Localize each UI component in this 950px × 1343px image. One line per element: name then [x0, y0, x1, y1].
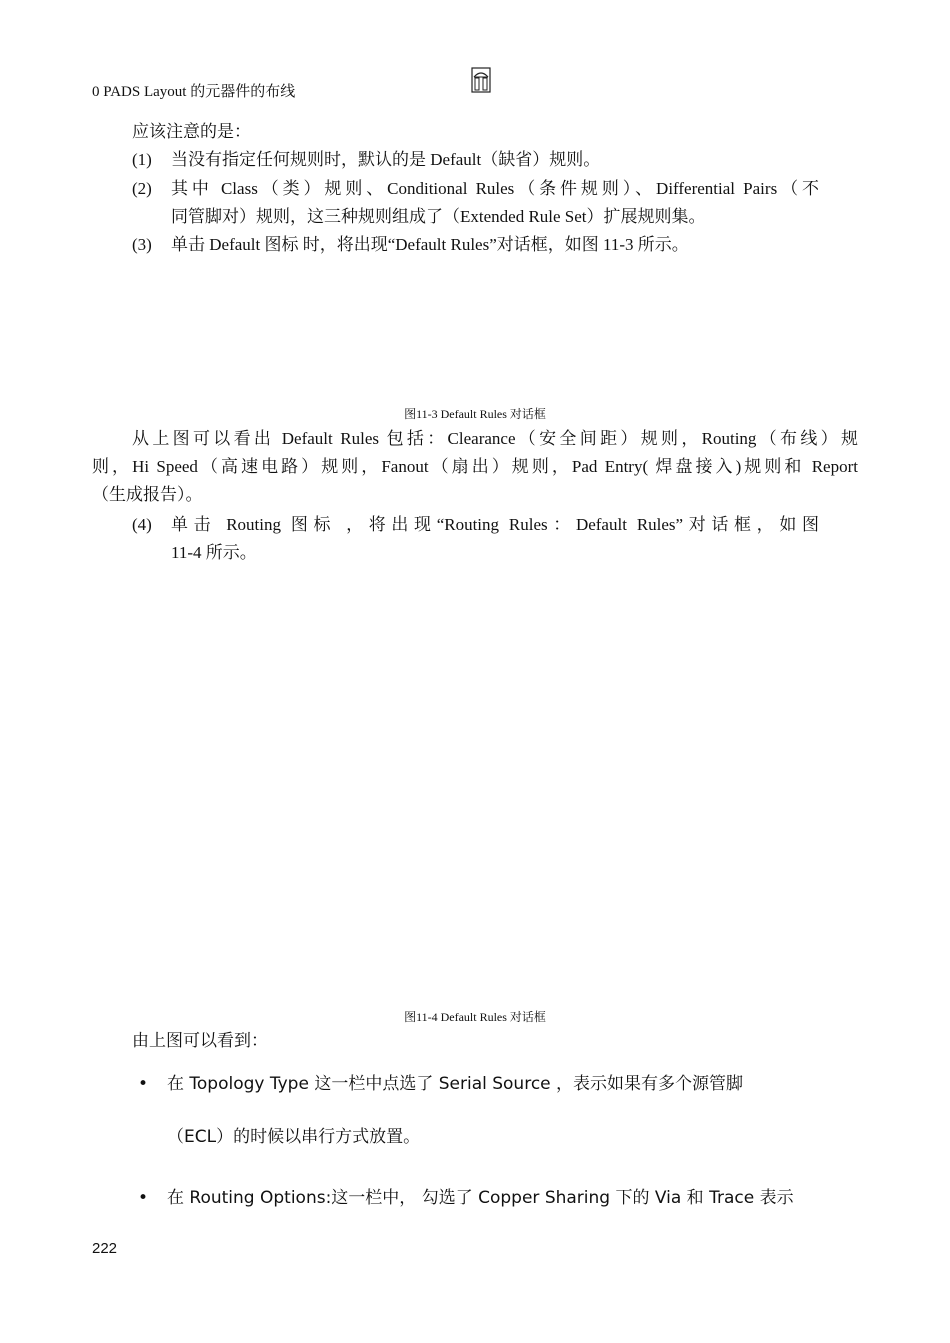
intro-text: 应该注意的是：	[132, 122, 251, 141]
list-item-1-num: (1)	[132, 150, 152, 169]
header-title: 的元器件的布线	[190, 82, 296, 100]
list-item-2-line-2: 同管脚对）规则，这三种规则组成了（Extended Rule Set）扩展规则集。	[171, 207, 706, 226]
list-item-2-line-1: 其中 Class（类）规则、Conditional Rules（条件规则）、Differential Pairs（不	[171, 179, 819, 198]
paragraph-2-line-2: 则，Hi Speed（高速电路）规则，Fanout（扇出）规则，Pad Entry( 焊盘接入)规则和 Report	[92, 457, 858, 476]
page-number: 222	[92, 1240, 118, 1257]
list-item-4-num: (4)	[132, 515, 152, 534]
header-prefix: 0 PADS Layout	[92, 84, 187, 100]
figure-caption-11-3: 图11-3 Default Rules 对话框	[404, 407, 546, 421]
paragraph-2-line-1: 从上图可以看出 Default Rules 包括：Clearance（安全间距）规则，Routing（布线）规	[132, 429, 858, 448]
bullet-1-line-2: （ECL）的时候以串行方式放置。	[167, 1127, 421, 1147]
list-item-3-num: (3)	[132, 235, 152, 254]
list-item-4-line-1: 单击 Routing 图标 ，将出现“Routing Rules：Default Rules”对话框，如图	[171, 515, 819, 534]
bullet-dot-2: •	[138, 1188, 149, 1208]
paragraph-2-line-3: （生成报告）。	[92, 485, 203, 504]
paragraph-3: 由上图可以看到：	[132, 1031, 268, 1050]
list-item-1-line-1: 当没有指定任何规则时，默认的是 Default（缺省）规则。	[171, 150, 601, 169]
figure-caption-11-4: 图11-4 Default Rules 对话框	[404, 1010, 546, 1024]
list-item-2-num: (2)	[132, 179, 152, 198]
bullet-2-line-1: 在 Routing Options:这一栏中， 勾选了 Copper Sharing 下的 Via 和 Trace 表示	[167, 1188, 794, 1208]
list-item-4-line-2: 11-4 所示。	[171, 543, 257, 562]
bullet-1-line-1: 在 Topology Type 这一栏中点选了 Serial Source ，表示如果有多个源管脚	[167, 1074, 744, 1094]
running-header	[92, 80, 295, 101]
bullet-dot-1: •	[138, 1074, 149, 1094]
list-item-3-line-1: 单击 Default 图标 时，将出现“Default Rules”对话框，如图 11-3 所示。	[171, 235, 689, 254]
book-logo-icon	[471, 67, 491, 93]
